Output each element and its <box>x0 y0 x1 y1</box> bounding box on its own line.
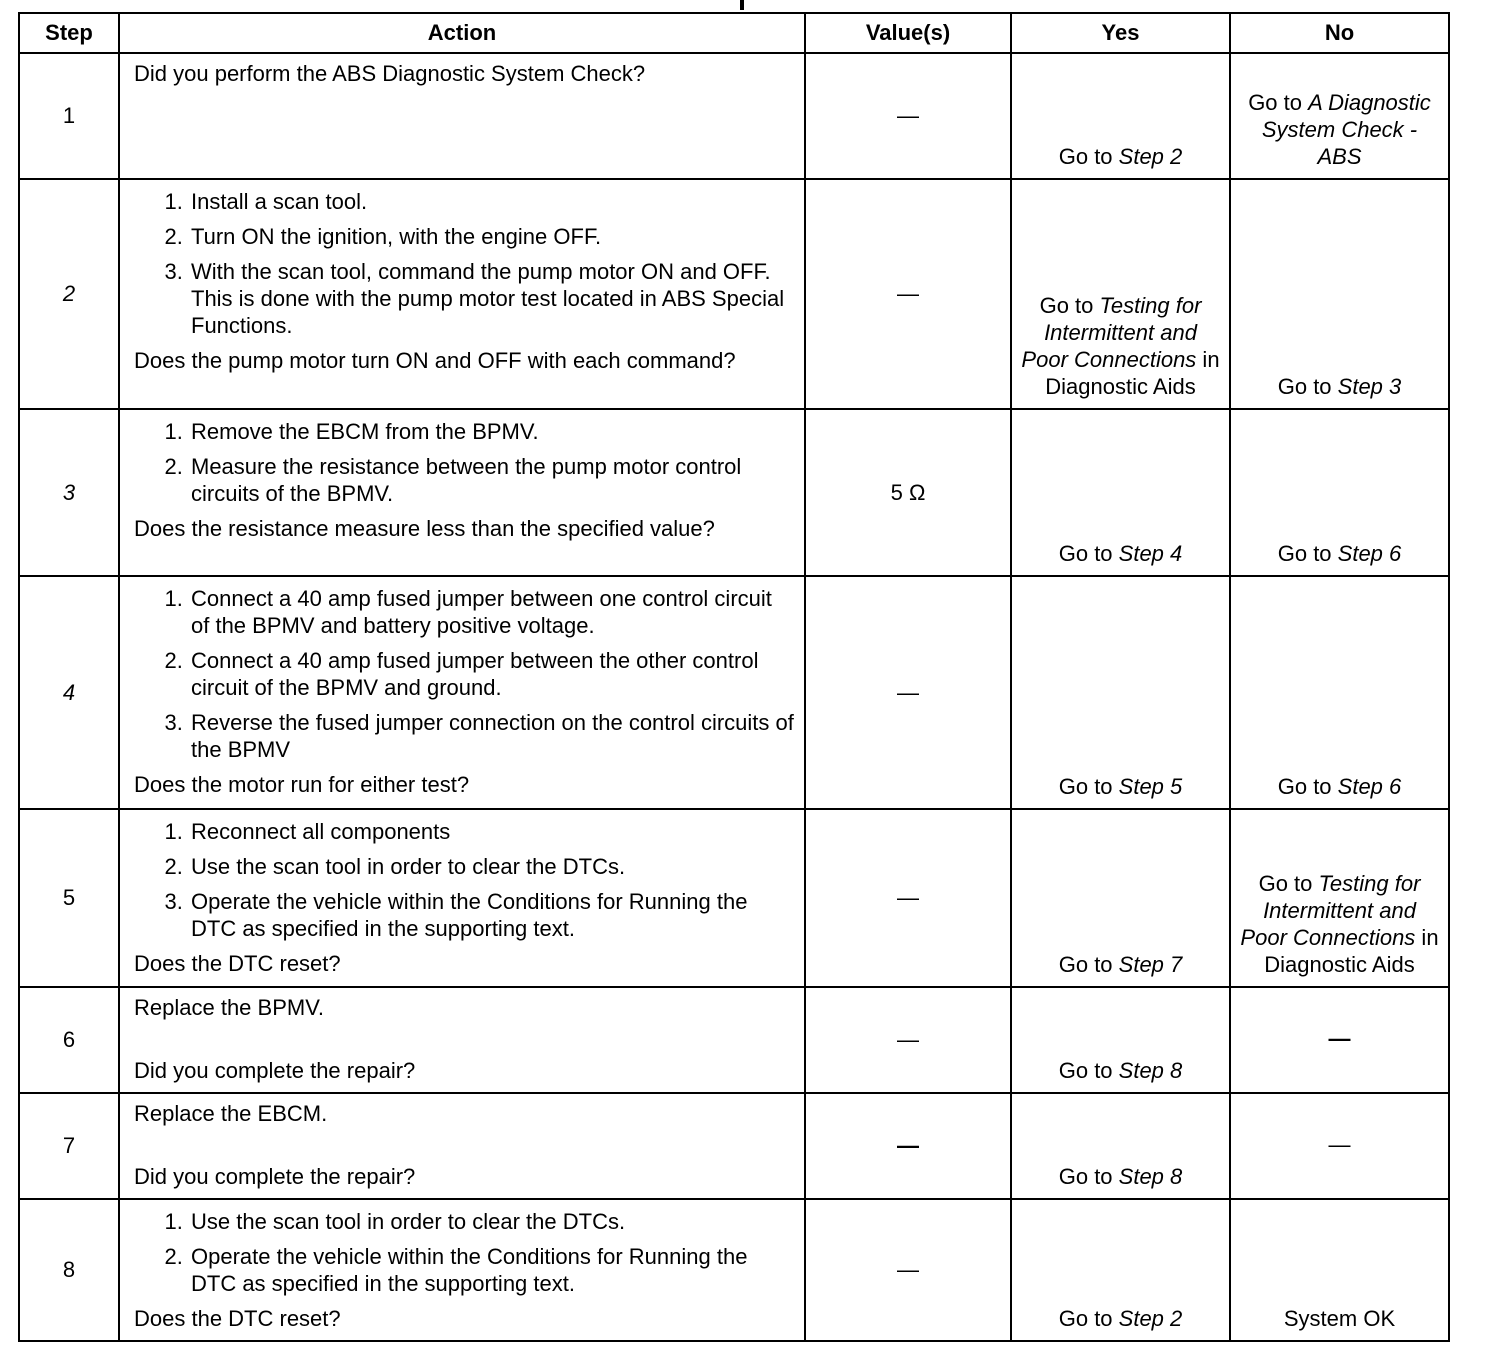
action-question: Does the DTC reset? <box>134 1306 341 1331</box>
header-values: Value(s) <box>805 13 1011 53</box>
action-question: Does the pump motor turn ON and OFF with each command? <box>134 348 736 373</box>
yes-cell <box>1011 809 1230 987</box>
no-link[interactable]: A Diagnostic System Check - ABS <box>1261 90 1431 169</box>
no-cell <box>1230 53 1449 179</box>
header-no: No <box>1230 13 1449 53</box>
action-cell <box>119 53 805 179</box>
no-prefix: Go to <box>1258 871 1319 896</box>
action-cell <box>119 409 805 576</box>
action-step: 3. Reverse the fused jumper connection on the control circuits of the BPMV <box>189 709 794 763</box>
action-steps <box>134 585 794 763</box>
no-cell <box>1230 409 1449 576</box>
step-number: 8 <box>19 1199 119 1341</box>
yes-prefix: Go to <box>1058 1306 1119 1331</box>
yes-cell <box>1011 409 1230 576</box>
action-question: Did you perform the ABS Diagnostic System Check? <box>134 61 646 86</box>
yes-prefix: Go to <box>1058 1164 1119 1189</box>
yes-cell <box>1011 1199 1230 1341</box>
table-row <box>19 1199 1449 1341</box>
yes-prefix: Go to <box>1039 293 1100 318</box>
table-row <box>19 179 1449 409</box>
action-steps <box>134 418 794 507</box>
action-statement: Replace the EBCM. <box>134 1101 328 1126</box>
step-number: 3 <box>19 409 119 576</box>
table-row <box>19 1093 1449 1199</box>
table-row <box>19 576 1449 809</box>
action-step: 2. Turn ON the ignition, with the engine OFF. <box>189 223 794 250</box>
yes-link[interactable]: Step 8 <box>1118 1164 1183 1189</box>
value-cell: — <box>805 179 1011 409</box>
action-step: 1. Reconnect all components <box>189 818 794 845</box>
value-cell: — <box>805 576 1011 809</box>
yes-prefix: Go to <box>1058 1058 1119 1083</box>
action-step: 2. Operate the vehicle within the Conditions for Running the DTC as specified in the supporting text. <box>189 1243 794 1297</box>
no-cell: System OK <box>1230 1199 1449 1341</box>
action-cell <box>119 1199 805 1341</box>
action-cell <box>119 809 805 987</box>
action-step: 1. Install a scan tool. <box>189 188 794 215</box>
table-row <box>19 53 1449 179</box>
action-cell <box>119 987 805 1093</box>
action-steps <box>134 1208 794 1297</box>
no-suffix: in Diagnostic Aids <box>1264 925 1439 977</box>
yes-prefix: Go to <box>1058 541 1119 566</box>
action-steps <box>134 818 794 942</box>
yes-link[interactable]: Step 2 <box>1118 1306 1183 1331</box>
no-prefix: Go to <box>1277 541 1338 566</box>
no-prefix: Go to <box>1277 374 1338 399</box>
yes-cell <box>1011 1093 1230 1199</box>
table-row <box>19 409 1449 576</box>
yes-link[interactable]: Testing for Intermittent and Poor Connections <box>1021 293 1202 372</box>
step-number: 5 <box>19 809 119 987</box>
action-step: 3. Operate the vehicle within the Conditions for Running the DTC as specified in the supporting text. <box>189 888 794 942</box>
step-number: 1 <box>19 53 119 179</box>
yes-link[interactable]: Step 2 <box>1118 144 1183 169</box>
action-question: Did you complete the repair? <box>134 1058 416 1083</box>
yes-link[interactable]: Step 5 <box>1118 774 1183 799</box>
value-cell: — <box>805 1093 1011 1199</box>
diagnostic-table <box>18 12 1450 1342</box>
no-link[interactable]: Testing for Intermittent and Poor Connections <box>1240 871 1421 950</box>
no-link[interactable]: Step 6 <box>1337 774 1402 799</box>
action-step: 1. Remove the EBCM from the BPMV. <box>189 418 794 445</box>
top-crop-mark <box>740 0 744 10</box>
action-step: 2. Use the scan tool in order to clear the DTCs. <box>189 853 794 880</box>
no-cell <box>1230 809 1449 987</box>
yes-cell <box>1011 53 1230 179</box>
header-action: Action <box>119 13 805 53</box>
step-number: 4 <box>19 576 119 809</box>
value-cell: — <box>805 809 1011 987</box>
no-link[interactable]: Step 6 <box>1337 541 1402 566</box>
action-cell <box>119 1093 805 1199</box>
no-cell <box>1230 576 1449 809</box>
table-row <box>19 987 1449 1093</box>
no-cell: — <box>1230 987 1449 1093</box>
yes-link[interactable]: Step 8 <box>1118 1058 1183 1083</box>
yes-prefix: Go to <box>1058 952 1119 977</box>
action-step: 2. Measure the resistance between the pump motor control circuits of the BPMV. <box>189 453 794 507</box>
value-cell: 5 Ω <box>805 409 1011 576</box>
no-prefix: Go to <box>1248 90 1309 115</box>
action-question: Does the resistance measure less than the specified value? <box>134 516 715 541</box>
header-step: Step <box>19 13 119 53</box>
table-row <box>19 809 1449 987</box>
yes-link[interactable]: Step 7 <box>1118 952 1183 977</box>
action-steps <box>134 188 794 339</box>
header-row <box>19 13 1449 53</box>
value-cell: — <box>805 53 1011 179</box>
step-number: 2 <box>19 179 119 409</box>
step-number: 7 <box>19 1093 119 1199</box>
action-statement: Replace the BPMV. <box>134 995 324 1020</box>
value-cell: — <box>805 1199 1011 1341</box>
no-cell <box>1230 179 1449 409</box>
action-step: 1. Connect a 40 amp fused jumper between one control circuit of the BPMV and battery positive voltage. <box>189 585 794 639</box>
yes-link[interactable]: Step 4 <box>1118 541 1183 566</box>
no-prefix: Go to <box>1277 774 1338 799</box>
action-question: Does the motor run for either test? <box>134 772 470 797</box>
yes-prefix: Go to <box>1058 144 1119 169</box>
yes-prefix: Go to <box>1058 774 1119 799</box>
step-number: 6 <box>19 987 119 1093</box>
yes-cell <box>1011 179 1230 409</box>
yes-cell <box>1011 576 1230 809</box>
yes-suffix: in Diagnostic Aids <box>1045 347 1220 399</box>
yes-cell <box>1011 987 1230 1093</box>
action-question: Did you complete the repair? <box>134 1164 416 1189</box>
action-cell <box>119 576 805 809</box>
value-cell: — <box>805 987 1011 1093</box>
header-yes: Yes <box>1011 13 1230 53</box>
action-cell <box>119 179 805 409</box>
no-cell: — <box>1230 1093 1449 1199</box>
no-link[interactable]: Step 3 <box>1337 374 1402 399</box>
action-step: 3. With the scan tool, command the pump motor ON and OFF. This is done with the pump motor test located in ABS Special Functions. <box>189 258 794 339</box>
action-step: 1. Use the scan tool in order to clear the DTCs. <box>189 1208 794 1235</box>
action-question: Does the DTC reset? <box>134 951 341 976</box>
action-step: 2. Connect a 40 amp fused jumper between the other control circuit of the BPMV and ground. <box>189 647 794 701</box>
